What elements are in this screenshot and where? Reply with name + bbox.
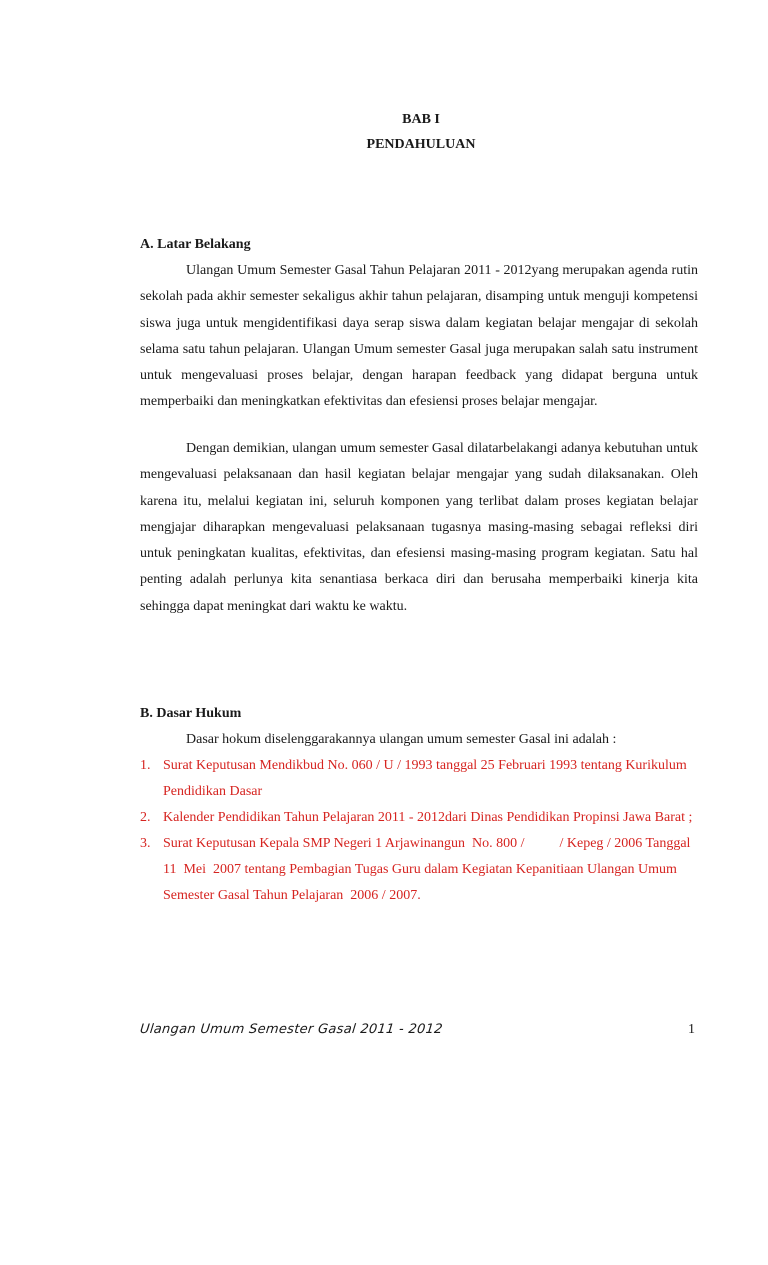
list-item	[140, 753, 700, 805]
section-a-heading: A. Latar Belakang	[140, 237, 251, 252]
list-item	[140, 831, 700, 909]
chapter-title: PENDAHULUAN	[366, 137, 476, 152]
paragraph-1-text: Ulangan Umum Semester Gasal Tahun Pelajaran 2011 - 2012yang merupakan agenda rutin sekolah pada akhir semester sekaligus akhir tahun pelajaran, disamping untuk menguji kompetensi siswa juga untuk mengidentifikasi daya serap siswa dalam kegiatan belajar mengajar di sekolah selama satu tahun pelajaran. Ulangan Umum semester Gasal juga merupakan salah satu instrument untuk mengevaluasi proses belajar, dengan harapan feedback yang didapat berguna untuk memperbaiki dan meningkatkan efektivitas dan efesiensi proses belajar mengajar.	[140, 263, 698, 410]
list-item-number: 2.	[140, 810, 151, 825]
section-a-paragraph-2	[140, 436, 698, 620]
section-b-intro-text: Dasar hokum diselenggarakannya ulangan umum semester Gasal ini adalah :	[186, 732, 617, 747]
list-item-text: Kalender Pendidikan Tahun Pelajaran 2011 - 2012dari Dinas Pendidikan Propinsi Jawa Barat ;	[163, 810, 693, 825]
section-b-intro	[140, 727, 698, 753]
list-item-text: Surat Keputusan Kepala SMP Negeri 1 Arjawinangun No. 800 / / Kepeg / 2006 Tanggal 11 Mei 2007 tentang Pembagian Tugas Guru dalam Kegiatan Kepanitiaan Ulangan Umum Semester Gasal Tahun Pelajaran 2006 / 2007.	[163, 836, 698, 903]
list-item-number: 1.	[140, 758, 151, 773]
footer-title: Ulangan Umum Semester Gasal 2011 - 2012	[139, 1022, 444, 1037]
page-number: 1	[688, 1022, 695, 1037]
chapter-number: BAB I	[402, 112, 440, 127]
legal-basis-list	[140, 753, 700, 909]
section-a-paragraph-1	[140, 258, 698, 416]
list-item-text: Surat Keputusan Mendikbud No. 060 / U / 1993 tanggal 25 Februari 1993 tentang Kurikulum Pendidikan Dasar	[163, 758, 687, 799]
paragraph-2-text: Dengan demikian, ulangan umum semester Gasal dilatarbelakangi adanya kebutuhan untuk mengevaluasi pelaksanaan dan hasil kegiatan belajar mengajar yang sudah dilaksanakan. Oleh karena itu, melalui kegiatan ini, seluruh komponen yang terlibat dalam proses kegiatan belajar mengjajar diharapkan mengevaluasi pelaksanaan tugasnya masing-masing sebagai refleksi diri untuk peningkatan kualitas, efektivitas, dan efesiensi masing-masing program kegiatan. Satu hal penting adalah perlunya kita senantiasa berkaca diri dan berusaha memperbaiki kinerja kita sehingga dapat meningkat dari waktu ke waktu.	[140, 441, 698, 614]
list-item	[140, 805, 700, 831]
list-item-number: 3.	[140, 836, 151, 851]
section-b-heading: B. Dasar Hukum	[140, 706, 242, 721]
